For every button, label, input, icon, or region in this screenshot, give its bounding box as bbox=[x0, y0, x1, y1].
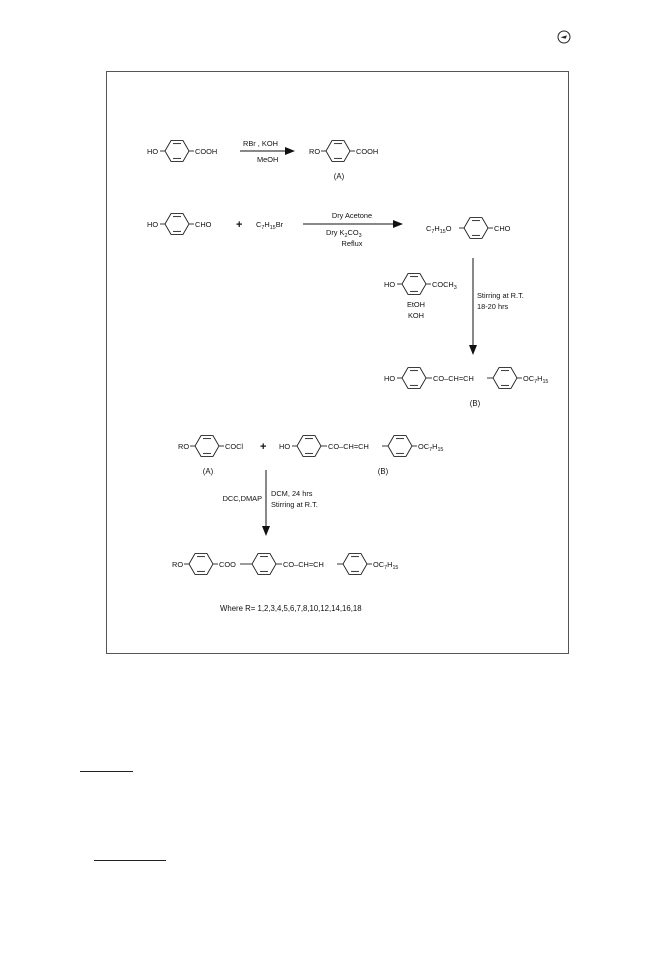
heading-underline bbox=[94, 860, 166, 861]
acetophenone-substituent-left: HO bbox=[384, 280, 396, 289]
reagent-koh: KOH bbox=[407, 311, 425, 320]
benzene-ring-icon bbox=[297, 436, 321, 457]
benzene-ring-icon bbox=[493, 368, 517, 389]
benzene-ring-icon bbox=[343, 554, 367, 575]
plus-sign: + bbox=[260, 441, 267, 453]
reagent-reflux: Reflux bbox=[341, 239, 363, 248]
reactant-2-substituent-left: HO bbox=[147, 220, 159, 229]
final-product-substituent-right: $OC_7H_{15}$ bbox=[373, 560, 399, 571]
acid-chloride-substituent-left: RO bbox=[178, 442, 190, 451]
acid-chloride-substituent-right: COCl bbox=[225, 442, 244, 451]
benzene-ring-icon bbox=[195, 436, 219, 457]
heading-underline bbox=[80, 771, 133, 772]
chalcone-linkage: CO–CH=CH bbox=[433, 374, 474, 383]
benzene-ring-icon bbox=[402, 368, 426, 389]
product-2-substituent-left: $C_7H_{15}O$ bbox=[426, 224, 452, 235]
reagent-bottom: MeOH bbox=[257, 155, 279, 164]
benzene-ring-icon bbox=[388, 436, 412, 457]
reagent-dcc-dmap: DCC,DMAP bbox=[222, 494, 262, 503]
product-2-substituent-right: CHO bbox=[494, 224, 511, 233]
benzene-ring-icon bbox=[165, 214, 189, 235]
chalcone-b-linkage: CO–CH=CH bbox=[328, 442, 369, 451]
benzene-ring-icon bbox=[326, 141, 350, 162]
final-product-substituent-left: RO bbox=[172, 560, 184, 569]
benzene-ring-icon bbox=[464, 218, 488, 239]
reaction-3 bbox=[384, 258, 548, 408]
compound-label-b: (B) bbox=[469, 399, 481, 408]
benzene-ring-icon bbox=[402, 274, 426, 295]
chalcone-substituent-right: $OC_7H_{15}$ bbox=[523, 374, 549, 385]
reaction-2 bbox=[147, 211, 511, 248]
chalcone-b-substituent-right: $OC_7H_{15}$ bbox=[418, 442, 444, 453]
reagent-stirring: Stirring at R.T. bbox=[477, 291, 524, 300]
reagent-stirring: Stirring at R.T. bbox=[271, 500, 318, 509]
reactant-1-substituent-left: HO bbox=[147, 147, 159, 156]
reagent-potassium-carbonate: Dry $K_2CO_3$ bbox=[326, 228, 362, 239]
chalcone-b-substituent-left: HO bbox=[279, 442, 291, 451]
product-1-substituent-left: RO bbox=[309, 147, 321, 156]
final-product-linkage: CO–CH=CH bbox=[283, 560, 324, 569]
reagent-ethanol: EtOH bbox=[406, 300, 426, 309]
ester-linkage: COO bbox=[219, 560, 236, 569]
benzene-ring-icon bbox=[189, 554, 213, 575]
reagent-dcm-duration: DCM, 24 hrs bbox=[271, 489, 313, 498]
reaction-4 bbox=[172, 436, 443, 613]
benzene-ring-icon bbox=[252, 554, 276, 575]
reagent-duration: 18-20 hrs bbox=[477, 302, 509, 311]
reactant-2-substituent-right: CHO bbox=[195, 220, 212, 229]
reagent-dry-acetone: Dry Acetone bbox=[331, 211, 373, 220]
compound-label-a: (A) bbox=[202, 467, 214, 476]
compound-label-a: (A) bbox=[333, 172, 345, 181]
benzene-ring-icon bbox=[165, 141, 189, 162]
reagent-top: RBr , KOH bbox=[243, 139, 278, 148]
compound-label-b: (B) bbox=[377, 467, 389, 476]
r-values-note: Where R= 1,2,3,4,5,6,7,8,10,12,14,16,18 bbox=[220, 604, 362, 613]
chalcone-substituent-left: HO bbox=[384, 374, 396, 383]
plus-sign: + bbox=[236, 219, 243, 231]
reactant-1-substituent-right: COOH bbox=[195, 147, 218, 156]
reaction-1 bbox=[147, 139, 378, 181]
heptyl-bromide: $C_7H_{15}Br$ bbox=[256, 220, 284, 231]
product-1-substituent-right: COOH bbox=[356, 147, 379, 156]
acetophenone-substituent-right: $COCH_3$ bbox=[432, 280, 457, 291]
